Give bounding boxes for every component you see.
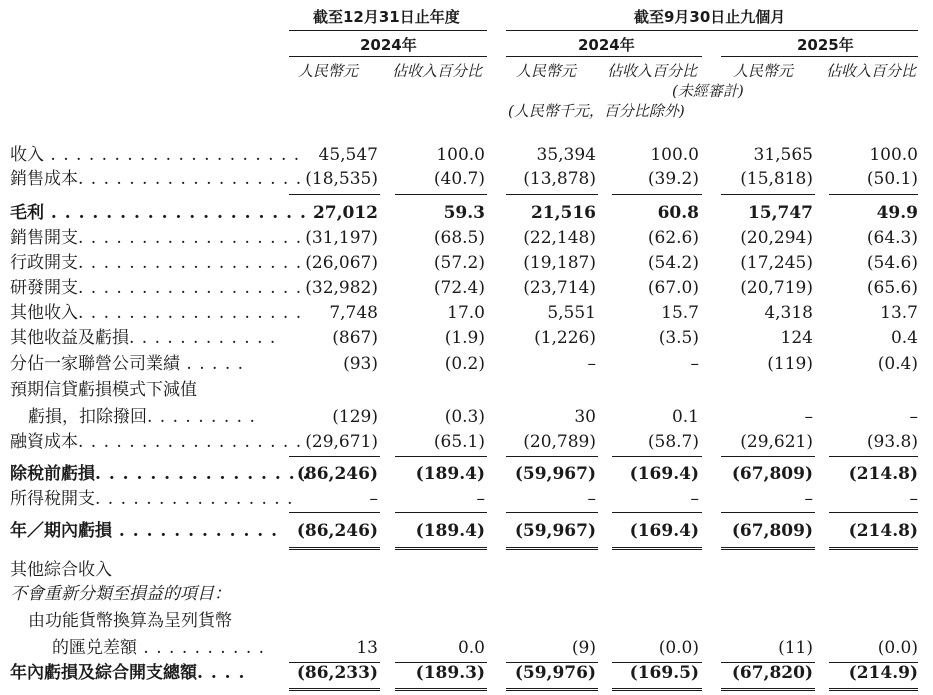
oci-line1: 由功能貨幣換算為呈列貨幣	[28, 611, 232, 631]
row-value: (13,878)	[523, 169, 596, 189]
total-double-rule	[829, 547, 918, 550]
table-row	[0, 143, 933, 167]
subtotal-rule	[721, 194, 815, 195]
oci-subtitle: 不會重新分類至損益的項目：	[10, 584, 231, 604]
row-value: (86,246)	[296, 521, 378, 541]
subtotal-rule	[721, 456, 815, 457]
row-value: (59,976)	[514, 663, 596, 683]
column-header-rmb: 人民幣元	[516, 62, 577, 80]
row-value: (59,967)	[514, 464, 596, 484]
period-year-heading: 截至12月31日止年度	[313, 8, 460, 26]
subtotal-rule	[612, 512, 702, 513]
row-value: 124	[780, 328, 813, 348]
subtotal-rule	[506, 194, 598, 195]
row-value: (0.4)	[877, 354, 918, 374]
row-value: 0.0	[457, 638, 485, 658]
row-value: (93.8)	[866, 432, 918, 452]
row-leader-dots: . . . . . . . . .	[147, 407, 256, 427]
row-value: –	[587, 354, 596, 374]
row-value: (189.3)	[415, 663, 485, 683]
row-label: 其他收入. . . . . . . . . . . . . . . . . .	[10, 303, 303, 323]
row-value: 13	[356, 638, 378, 658]
row-value: –	[909, 489, 918, 509]
row-value: (214.8)	[848, 464, 918, 484]
subtotal-rule	[612, 194, 702, 195]
column-header-pct: 佔收入百分比	[392, 62, 483, 80]
row-label: 收入 . . . . . . . . . . . . . . . . . . . .	[10, 145, 301, 165]
row-value: (19,187)	[523, 253, 596, 273]
subtotal-rule	[289, 512, 380, 513]
row-value: (65.6)	[866, 278, 918, 298]
row-value: 13.7	[880, 303, 918, 323]
table-row	[0, 462, 933, 486]
table-row	[0, 487, 933, 511]
row-label: 的匯兑差額 . . . . . . . . . .	[52, 638, 266, 658]
subtotal-rule	[506, 512, 598, 513]
row-value: –	[909, 407, 918, 427]
total-double-rule	[289, 688, 380, 691]
unit-note: (人民幣千元，百分比除外)	[508, 102, 685, 120]
row-value: (29,621)	[740, 432, 813, 452]
table-row	[0, 226, 933, 250]
year-2025-heading: 2025年	[797, 36, 854, 54]
oci-title-row	[0, 558, 933, 582]
total-double-rule	[721, 688, 815, 691]
oci-title: 其他綜合收入	[10, 560, 112, 580]
year-rule	[289, 56, 487, 57]
row-value: 31,565	[753, 145, 813, 165]
row-value: (0.3)	[444, 407, 485, 427]
row-value: (22,148)	[523, 228, 596, 248]
total-double-rule	[612, 688, 702, 691]
row-value: –	[369, 489, 378, 509]
table-row	[0, 276, 933, 300]
row-value: (867)	[332, 328, 378, 348]
row-value: (189.4)	[415, 521, 485, 541]
subtotal-rule	[829, 194, 918, 195]
year-rule	[506, 56, 702, 57]
row-value: 7,748	[329, 303, 378, 323]
row-value: (54.6)	[866, 253, 918, 273]
row-leader-dots: . . . . . . . . . . . . . . . . . .	[78, 253, 303, 273]
total-double-rule	[721, 547, 815, 550]
row-value: (67,820)	[731, 663, 813, 683]
row-leader-dots: . . . . . . . . . . . . . . . . . .	[78, 169, 303, 189]
row-value: 21,516	[530, 203, 596, 223]
row-leader-dots: . . . . . . . . . . . . . . . .	[95, 489, 294, 509]
subtotal-rule	[829, 456, 918, 457]
row-value: (20,789)	[523, 432, 596, 452]
column-header-rmb: 人民幣元	[733, 62, 794, 80]
column-header-pct: 佔收入百分比	[826, 62, 917, 80]
subtotal-rule	[721, 512, 815, 513]
row-leader-dots: . . . . . . . . . . . . . . . .	[95, 464, 310, 484]
row-leader-dots: . . . .	[197, 663, 246, 683]
subtotal-rule	[506, 456, 598, 457]
subtotal-rule	[289, 194, 380, 195]
row-value: 100.0	[869, 145, 918, 165]
row-value: (59,967)	[514, 521, 596, 541]
row-value: (0.2)	[444, 354, 485, 374]
row-value: (18,535)	[305, 169, 378, 189]
row-value: –	[690, 489, 699, 509]
row-value: (68.5)	[433, 228, 485, 248]
row-value: (214.9)	[848, 663, 918, 683]
row-value: (32,982)	[305, 278, 378, 298]
row-value: 45,547	[318, 145, 378, 165]
row-value: 0.4	[890, 328, 918, 348]
row-value: (169.4)	[629, 521, 699, 541]
row-label: 分佔一家聯營公司業績 . . . . .	[10, 354, 245, 374]
row-label: 年／期內虧損 . . . . . . . . . . . .	[10, 521, 279, 541]
row-value: (64.3)	[866, 228, 918, 248]
row-label: 年內虧損及綜合開支總額. . . .	[10, 663, 246, 683]
table-row	[0, 430, 933, 454]
row-label: 銷售成本. . . . . . . . . . . . . . . . . .	[10, 169, 303, 189]
table-row	[0, 167, 933, 191]
row-value: (31,197)	[305, 228, 378, 248]
total-double-rule	[612, 547, 702, 550]
row-label: 其他收益及虧損. . . . . . . . . . . .	[10, 328, 277, 348]
subtotal-rule	[612, 456, 702, 457]
row-value: (72.4)	[433, 278, 485, 298]
row-leader-dots: . . . . . . . . . .	[137, 638, 266, 658]
row-value: (67.0)	[647, 278, 699, 298]
row-value: 5,551	[547, 303, 596, 323]
row-label: 銷售開支. . . . . . . . . . . . . . . . . .	[10, 228, 303, 248]
total-double-rule	[395, 688, 487, 691]
row-leader-dots: . . . . . . . . . . . . . . . . . .	[78, 303, 303, 323]
row-value: –	[476, 489, 485, 509]
row-value: (119)	[767, 354, 813, 374]
row-value: (40.7)	[433, 169, 485, 189]
row-value: (17,245)	[740, 253, 813, 273]
row-value: (3.5)	[658, 328, 699, 348]
row-leader-dots: . . . . . . . . . . . . . . . . . .	[78, 228, 303, 248]
table-row	[0, 378, 933, 402]
oci-exchange-row	[0, 636, 933, 660]
year-rule	[721, 56, 918, 57]
row-value: 30	[574, 407, 596, 427]
table-row	[0, 519, 933, 543]
total-double-rule	[506, 547, 598, 550]
row-leader-dots: . . . . . . . . . . . .	[112, 521, 279, 541]
table-row	[0, 201, 933, 225]
row-value: 17.0	[447, 303, 485, 323]
row-value: –	[587, 489, 596, 509]
row-value: 60.8	[657, 203, 699, 223]
row-value: (11)	[778, 638, 813, 658]
column-header-rmb: 人民幣元	[298, 62, 359, 80]
unaudited-note: (未經審計)	[672, 82, 744, 100]
total-double-rule	[506, 688, 598, 691]
header-rule	[289, 30, 487, 31]
table-row	[0, 405, 933, 429]
year-2024-heading: 2024年	[360, 36, 417, 54]
column-header-pct: 佔收入百分比	[607, 62, 698, 80]
row-value: (189.4)	[415, 464, 485, 484]
row-leader-dots: . . . . . . . . . . . . . . . . . .	[78, 278, 303, 298]
row-value: (62.6)	[647, 228, 699, 248]
row-value: (0.0)	[658, 638, 699, 658]
row-value: (50.1)	[866, 169, 918, 189]
row-value: 100.0	[436, 145, 485, 165]
row-value: (0.0)	[877, 638, 918, 658]
header-rule	[506, 30, 918, 31]
row-leader-dots: . . . . . . . . . . . . . . . . . .	[78, 432, 303, 452]
row-label: 融資成本. . . . . . . . . . . . . . . . . .	[10, 432, 303, 452]
row-value: (39.2)	[647, 169, 699, 189]
row-label: 預期信貸虧損模式下減值	[10, 380, 197, 400]
row-value: 15.7	[661, 303, 699, 323]
total-double-rule	[289, 547, 380, 550]
row-value: 49.9	[876, 203, 918, 223]
period-nine-months-heading: 截至9月30日止九個月	[634, 8, 786, 26]
row-value: 27,012	[312, 203, 378, 223]
subtotal-rule	[289, 456, 380, 457]
row-value: –	[804, 489, 813, 509]
row-value: (54.2)	[647, 253, 699, 273]
row-value: (29,671)	[305, 432, 378, 452]
total-double-rule	[829, 688, 918, 691]
row-label: 所得稅開支. . . . . . . . . . . . . . . .	[10, 489, 294, 509]
row-value: (1.9)	[444, 328, 485, 348]
subtotal-rule	[395, 512, 487, 513]
row-leader-dots: . . . . . . . . . . . .	[129, 328, 277, 348]
row-value: (26,067)	[305, 253, 378, 273]
subtotal-rule	[395, 456, 487, 457]
row-value: 15,747	[747, 203, 813, 223]
row-value: 0.1	[671, 407, 699, 427]
row-value: (65.1)	[433, 432, 485, 452]
row-value: (93)	[343, 354, 378, 374]
row-value: (15,818)	[740, 169, 813, 189]
row-value: (214.8)	[848, 521, 918, 541]
table-row	[0, 326, 933, 350]
row-label: 行政開支. . . . . . . . . . . . . . . . . .	[10, 253, 303, 273]
row-label: 毛利 . . . . . . . . . . . . . . . . . . . .	[10, 203, 321, 223]
row-label: 虧損，扣除撥回. . . . . . . . .	[28, 407, 256, 427]
row-value: (86,233)	[296, 663, 378, 683]
table-row	[0, 251, 933, 275]
row-value: –	[690, 354, 699, 374]
row-value: (169.4)	[629, 464, 699, 484]
subtotal-rule	[829, 512, 918, 513]
row-value: (9)	[571, 638, 596, 658]
total-double-rule	[395, 547, 487, 550]
row-value: (86,246)	[296, 464, 378, 484]
table-row	[0, 352, 933, 376]
oci-line1-row	[0, 609, 933, 633]
year-2024-heading: 2024年	[578, 36, 635, 54]
row-leader-dots: . . . . .	[180, 354, 245, 374]
row-value: (20,294)	[740, 228, 813, 248]
total-comprehensive-loss-row	[0, 661, 933, 685]
row-label: 研發開支. . . . . . . . . . . . . . . . . .	[10, 278, 303, 298]
row-value: (67,809)	[731, 521, 813, 541]
row-value: 59.3	[443, 203, 485, 223]
row-leader-dots: . . . . . . . . . . . . . . . . . . . .	[44, 203, 321, 223]
row-value: (58.7)	[647, 432, 699, 452]
row-leader-dots: . . . . . . . . . . . . . . . . . . . .	[44, 145, 301, 165]
row-value: (169.5)	[629, 663, 699, 683]
row-value: –	[804, 407, 813, 427]
row-value: (23,714)	[523, 278, 596, 298]
row-value: (129)	[332, 407, 378, 427]
row-value: (57.2)	[433, 253, 485, 273]
row-value: 35,394	[536, 145, 596, 165]
row-value: (20,719)	[740, 278, 813, 298]
row-value: (67,809)	[731, 464, 813, 484]
row-value: 4,318	[764, 303, 813, 323]
table-row	[0, 301, 933, 325]
row-value: (1,226)	[534, 328, 596, 348]
row-value: 100.0	[650, 145, 699, 165]
subtotal-rule	[395, 194, 487, 195]
row-label: 除稅前虧損. . . . . . . . . . . . . . . .	[10, 464, 310, 484]
oci-subtitle-row	[0, 582, 933, 606]
